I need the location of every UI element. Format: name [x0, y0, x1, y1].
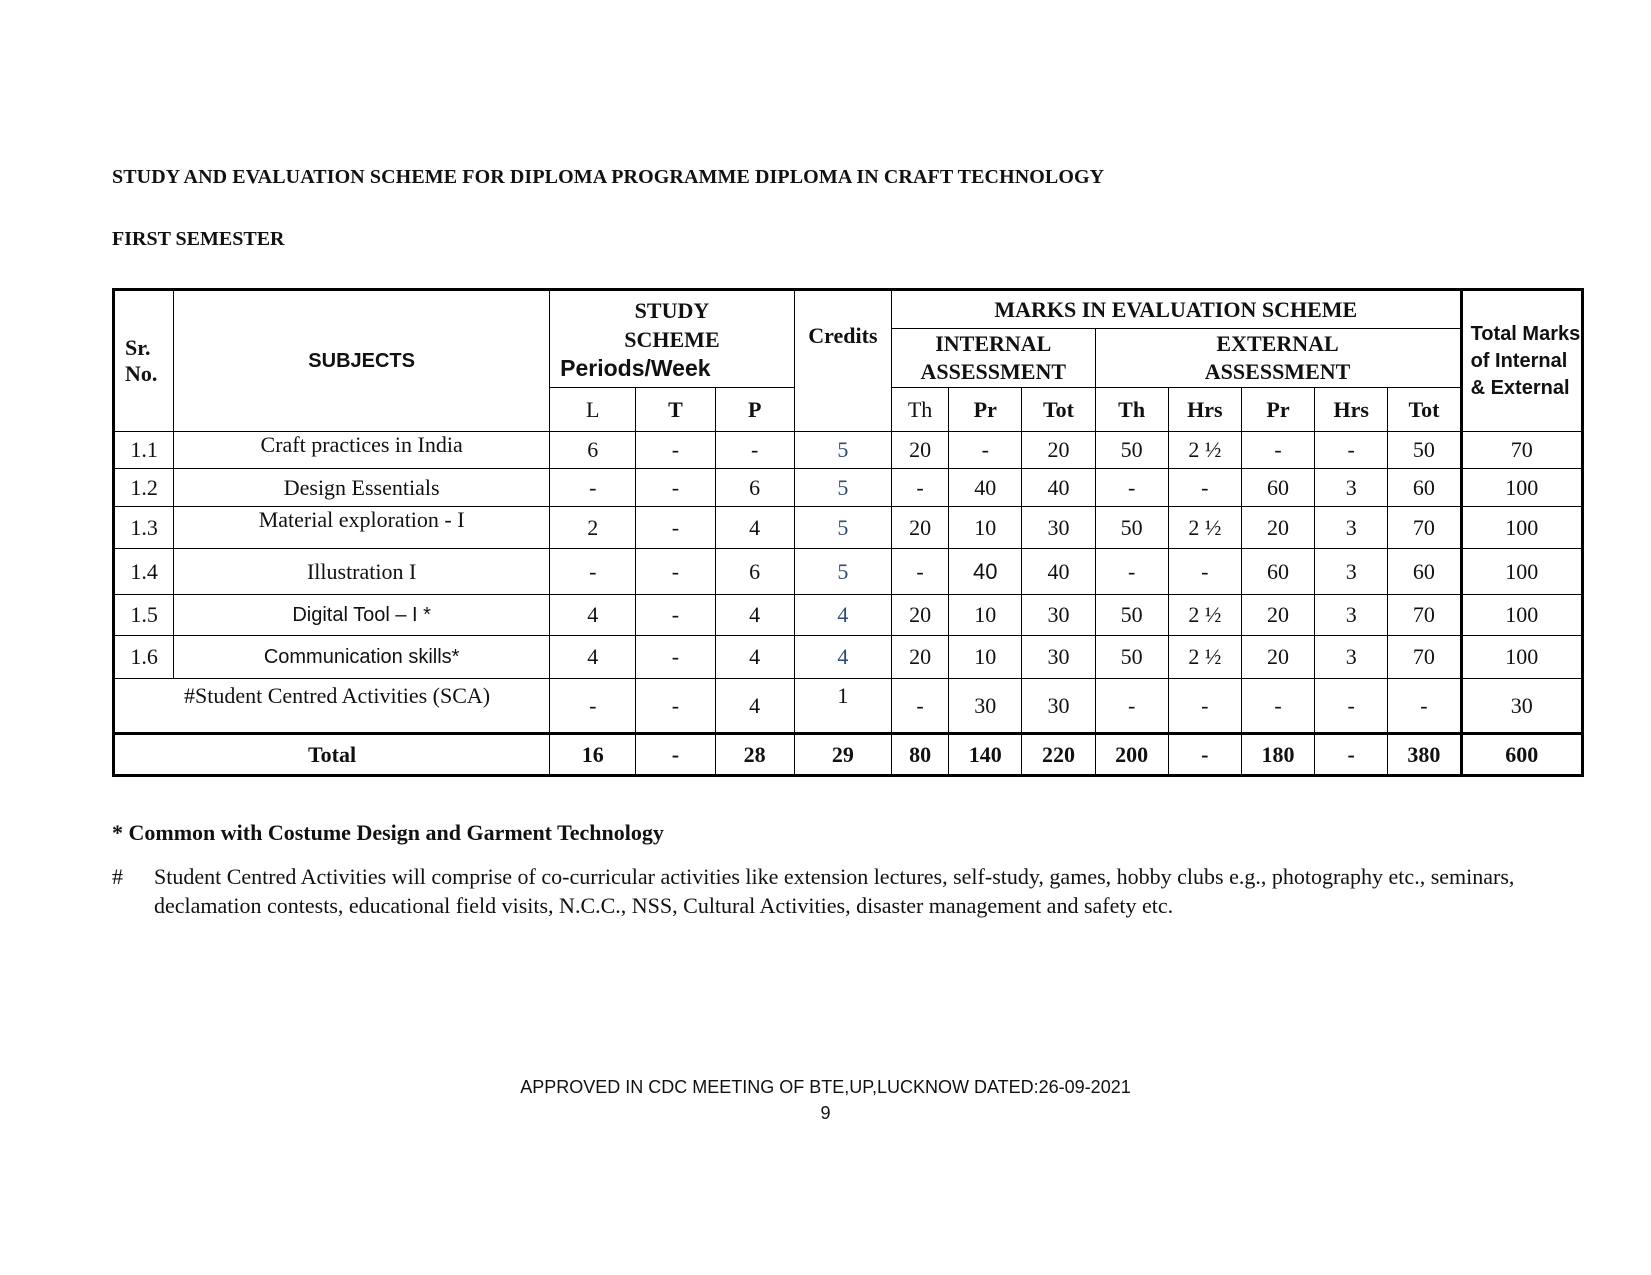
int-pr-cell: 10 — [949, 595, 1022, 636]
sca-note-marker: # — [112, 864, 123, 889]
int-th-cell: - — [892, 469, 949, 507]
credits-cell: 5 — [794, 507, 891, 549]
study-scheme-label: STUDY SCHEME — [624, 297, 720, 352]
p-cell: 4 — [715, 595, 794, 636]
p-total: 28 — [715, 734, 794, 776]
t-cell: - — [636, 469, 715, 507]
int-th-cell: - — [892, 679, 949, 734]
ext-th-total: 200 — [1095, 734, 1168, 776]
ext-hrs-cell: 3 — [1315, 507, 1388, 549]
periods-week-label: Periods/Week — [560, 354, 711, 381]
table-row — [114, 469, 1583, 507]
p-cell: - — [715, 432, 794, 469]
sr-no-cell: 1.5 — [114, 595, 174, 636]
sr-no-cell: 1.6 — [114, 636, 174, 679]
ext-pr-cell: 60 — [1241, 469, 1314, 507]
header-l: L — [550, 388, 636, 432]
header-ext-hrs: Hrs — [1168, 388, 1241, 432]
l-total: 16 — [550, 734, 636, 776]
ext-tot-cell: 70 — [1388, 636, 1461, 679]
int-tot-cell: 30 — [1022, 679, 1095, 734]
total-marks-cell: 100 — [1461, 595, 1582, 636]
ext-hrs-cell: - — [1315, 679, 1388, 734]
total-marks-cell: 100 — [1461, 636, 1582, 679]
header-ext-tot: Tot — [1388, 388, 1461, 432]
ext-pr-total: 180 — [1241, 734, 1314, 776]
l-cell: - — [550, 549, 636, 595]
t-cell: - — [636, 507, 715, 549]
header-internal-assessment: INTERNAL ASSESSMENT — [892, 329, 1096, 388]
l-cell: 4 — [550, 636, 636, 679]
total-marks-cell: 100 — [1461, 549, 1582, 595]
sca-note-text: Student Centred Activities will comprise of co-curricular activities like extension lectures, self-study, games, hobby clubs e.g., photography etc., seminars, declamation contests, educational field visits, N.C.C., NSS, Cultural Activities, disaster management and safety etc. — [154, 864, 1515, 918]
approval-text: APPROVED IN CDC MEETING OF BTE,UP,LUCKNOW DATED:26-09-2021 — [520, 1077, 1131, 1097]
ext-pr-cell: 20 — [1241, 636, 1314, 679]
ext-hrs-cell: 3 — [1315, 595, 1388, 636]
credits-cell: 1 — [794, 679, 891, 734]
table-row — [114, 549, 1583, 595]
p-cell: 4 — [715, 507, 794, 549]
subject-cell: Craft practices in India — [174, 432, 550, 469]
ext-hrs-cell: - — [1168, 469, 1241, 507]
int-tot-cell: 40 — [1022, 549, 1095, 595]
credits-cell: 5 — [794, 469, 891, 507]
total-label: Total — [114, 734, 550, 776]
table-row — [114, 432, 1583, 469]
ext-tot-cell: - — [1388, 679, 1461, 734]
int-tot-cell: 40 — [1022, 469, 1095, 507]
int-th-cell: 20 — [892, 507, 949, 549]
t-cell: - — [636, 595, 715, 636]
header-ext-pr: Pr — [1241, 388, 1314, 432]
sr-no-cell: 1.1 — [114, 432, 174, 469]
l-cell: 2 — [550, 507, 636, 549]
subject-cell: Design Essentials — [174, 469, 550, 507]
ext-hrs-cell: 2 ½ — [1168, 636, 1241, 679]
total-marks-cell: 100 — [1461, 507, 1582, 549]
ext-hrs-cell: 3 — [1315, 636, 1388, 679]
table-row — [114, 507, 1583, 549]
credits-total: 29 — [794, 734, 891, 776]
sca-note — [112, 862, 1532, 920]
table-row — [114, 636, 1583, 679]
ext-hrs-cell: 2 ½ — [1168, 432, 1241, 469]
ext-hrs-cell: 3 — [1315, 549, 1388, 595]
subject-cell: Digital Tool – I * — [174, 595, 550, 636]
ext-pr-cell: - — [1241, 432, 1314, 469]
ext-hrs-total: - — [1315, 734, 1388, 776]
table-row — [114, 595, 1583, 636]
subject-cell: Material exploration - I — [174, 507, 550, 549]
int-th-cell: 20 — [892, 636, 949, 679]
ext-hrs-total: - — [1168, 734, 1241, 776]
credits-cell: 4 — [794, 636, 891, 679]
total-marks-cell: 30 — [1461, 679, 1582, 734]
ext-th-cell: 50 — [1095, 507, 1168, 549]
ext-th-cell: - — [1095, 679, 1168, 734]
p-cell: 6 — [715, 469, 794, 507]
int-tot-cell: 30 — [1022, 507, 1095, 549]
header-sr-no: Sr. No. — [114, 290, 174, 432]
sca-subject-cell: #Student Centred Activities (SCA) — [114, 679, 550, 734]
int-pr-total: 140 — [949, 734, 1022, 776]
l-cell: - — [550, 679, 636, 734]
p-cell: 4 — [715, 636, 794, 679]
int-tot-cell: 30 — [1022, 595, 1095, 636]
ext-tot-cell: 60 — [1388, 469, 1461, 507]
int-th-cell: 20 — [892, 595, 949, 636]
credits-cell: 5 — [794, 549, 891, 595]
ext-hrs-cell: - — [1168, 679, 1241, 734]
l-cell: - — [550, 469, 636, 507]
ext-pr-cell: 60 — [1241, 549, 1314, 595]
total-row — [114, 734, 1583, 776]
t-cell: - — [636, 549, 715, 595]
total-marks-cell: 100 — [1461, 469, 1582, 507]
ext-tot-cell: 70 — [1388, 507, 1461, 549]
ext-th-cell: - — [1095, 469, 1168, 507]
ext-hrs-cell: 2 ½ — [1168, 595, 1241, 636]
common-note: * Common with Costume Design and Garment Technology — [112, 820, 664, 845]
subject-cell: Illustration I — [174, 549, 550, 595]
header-total-marks: Total Marks of Internal & External — [1461, 290, 1582, 432]
header-ext-hrs: Hrs — [1315, 388, 1388, 432]
total-marks-cell: 70 — [1461, 432, 1582, 469]
ext-hrs-cell: 2 ½ — [1168, 507, 1241, 549]
l-cell: 6 — [550, 432, 636, 469]
ext-tot-cell: 50 — [1388, 432, 1461, 469]
int-tot-cell: 30 — [1022, 636, 1095, 679]
int-pr-cell: 40 — [949, 549, 1022, 595]
header-external-assessment: EXTERNAL ASSESSMENT — [1095, 329, 1461, 388]
page-footer — [0, 1074, 1651, 1126]
evaluation-scheme-table — [112, 288, 1584, 777]
int-th-cell: - — [892, 549, 949, 595]
sr-no-cell: 1.2 — [114, 469, 174, 507]
page-number: 9 — [820, 1103, 831, 1123]
header-int-pr: Pr — [949, 388, 1022, 432]
int-pr-cell: 10 — [949, 636, 1022, 679]
int-tot-cell: 20 — [1022, 432, 1095, 469]
ext-hrs-cell: 3 — [1315, 469, 1388, 507]
int-pr-cell: 40 — [949, 469, 1022, 507]
header-int-tot: Tot — [1022, 388, 1095, 432]
int-pr-cell: 10 — [949, 507, 1022, 549]
ext-pr-cell: 20 — [1241, 507, 1314, 549]
subject-cell: Communication skills* — [174, 636, 550, 679]
ext-hrs-cell: - — [1168, 549, 1241, 595]
ext-tot-cell: 60 — [1388, 549, 1461, 595]
ext-pr-cell: 20 — [1241, 595, 1314, 636]
int-th-total: 80 — [892, 734, 949, 776]
table-row — [114, 679, 1583, 734]
ext-th-cell: 50 — [1095, 432, 1168, 469]
document-title: STUDY AND EVALUATION SCHEME FOR DIPLOMA PROGRAMME DIPLOMA IN CRAFT TECHNOLOGY — [112, 166, 1105, 188]
header-marks-scheme: MARKS IN EVALUATION SCHEME — [892, 290, 1462, 329]
l-cell: 4 — [550, 595, 636, 636]
t-cell: - — [636, 432, 715, 469]
header-subjects: SUBJECTS — [174, 290, 550, 432]
int-tot-total: 220 — [1022, 734, 1095, 776]
header-credits: Credits — [794, 290, 891, 432]
header-ext-th: Th — [1095, 388, 1168, 432]
ext-hrs-cell: - — [1315, 432, 1388, 469]
ext-tot-total: 380 — [1388, 734, 1461, 776]
header-study-scheme — [550, 290, 795, 388]
semester-heading: FIRST SEMESTER — [112, 228, 285, 250]
header-p: P — [715, 388, 794, 432]
ext-th-cell: 50 — [1095, 595, 1168, 636]
int-th-cell: 20 — [892, 432, 949, 469]
int-pr-cell: 30 — [949, 679, 1022, 734]
ext-th-cell: - — [1095, 549, 1168, 595]
sr-no-cell: 1.3 — [114, 507, 174, 549]
p-cell: 6 — [715, 549, 794, 595]
header-int-th: Th — [892, 388, 949, 432]
t-cell: - — [636, 636, 715, 679]
ext-th-cell: 50 — [1095, 636, 1168, 679]
p-cell: 4 — [715, 679, 794, 734]
sr-no-cell: 1.4 — [114, 549, 174, 595]
int-pr-cell: - — [949, 432, 1022, 469]
header-t: T — [636, 388, 715, 432]
credits-cell: 5 — [794, 432, 891, 469]
credits-cell: 4 — [794, 595, 891, 636]
ext-tot-cell: 70 — [1388, 595, 1461, 636]
t-total: - — [636, 734, 715, 776]
t-cell: - — [636, 679, 715, 734]
ext-pr-cell: - — [1241, 679, 1314, 734]
grand-total: 600 — [1461, 734, 1582, 776]
